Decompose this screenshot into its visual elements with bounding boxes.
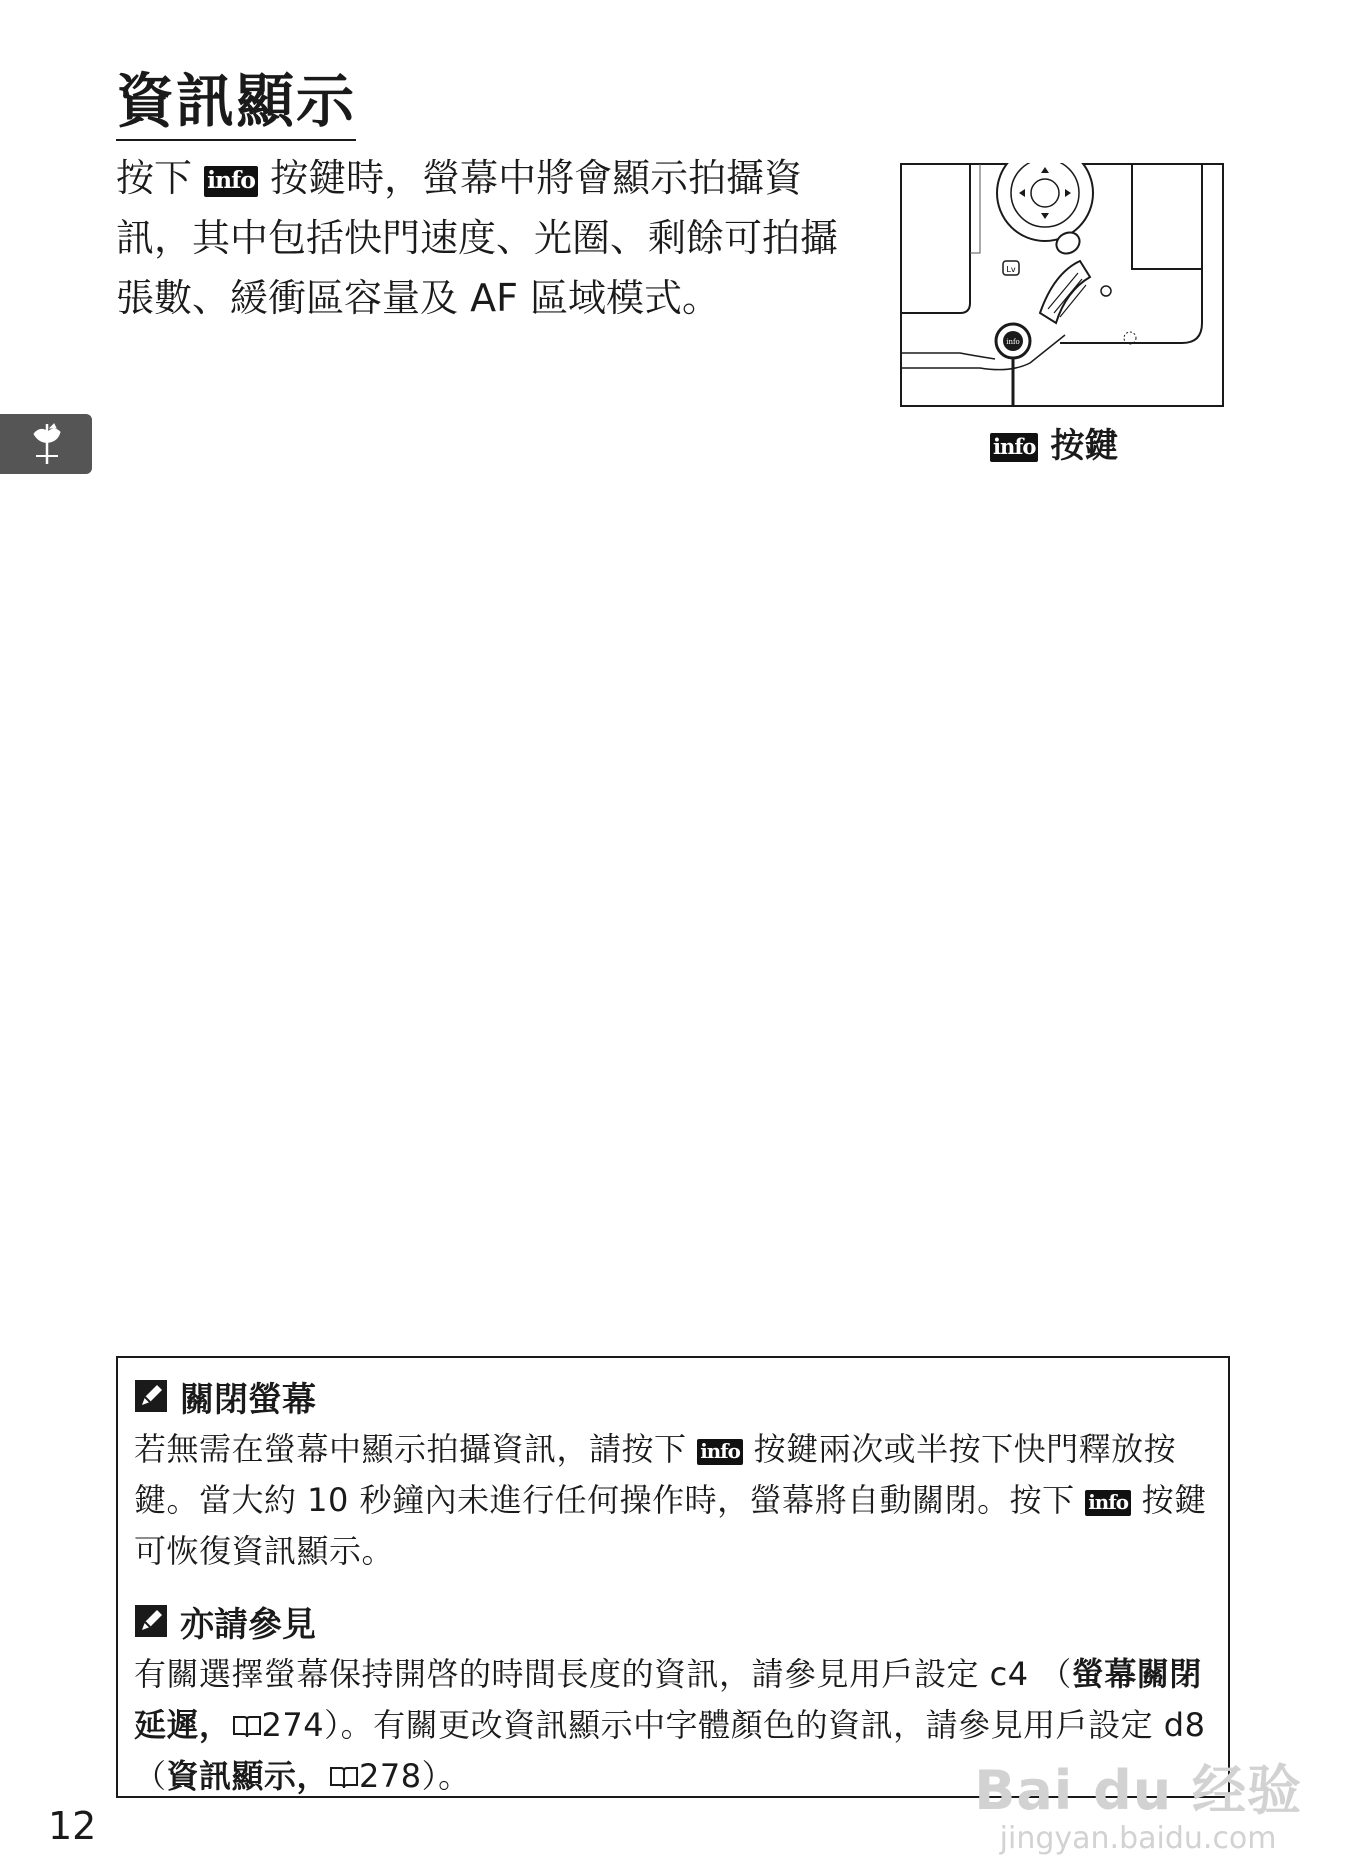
note-text: ）。有關更改資訊顯示中字體顏色的資訊，請參見用戶設定 d8 （: [134, 1706, 1206, 1795]
note-text: ）。: [421, 1757, 471, 1795]
note-text: 按鍵可恢復資訊顯示。: [134, 1481, 1207, 1570]
pencil-icon: [134, 1604, 168, 1638]
page-title: 資訊顯示: [116, 68, 356, 141]
info-button-icon: info: [1085, 1490, 1131, 1517]
note-text: 按鍵兩次或半按下快門釋放按鍵。當大約 10 秒鐘內未進行任何操作時，螢幕將自動關閉。按下: [134, 1430, 1177, 1519]
page-ref[interactable]: 274: [261, 1706, 325, 1744]
weathervane-icon: [26, 422, 68, 466]
note-body-screen-off: [134, 1424, 1212, 1577]
note-bold-text: 資訊顯示，: [166, 1757, 330, 1795]
lv-label: Lv: [1006, 265, 1016, 274]
intro-text-2: 按鍵時，螢幕中將會顯示拍攝資訊，其中包括快門速度、光圈、剩餘可拍攝張數、緩衝區容量及 AF 區域模式。: [116, 156, 839, 320]
camera-back-illustration: [900, 163, 1224, 407]
book-icon: [329, 1764, 359, 1790]
note-heading-see-also: [134, 1595, 1212, 1647]
watermark-url: jingyan.baidu.com: [999, 1821, 1277, 1856]
intro-paragraph: [116, 148, 856, 328]
note-heading-text: 關閉螢幕: [180, 1379, 316, 1420]
info-button-label: info: [1006, 338, 1020, 346]
note-heading-text: 亦請參見: [180, 1604, 316, 1645]
info-button-icon: info: [990, 433, 1038, 461]
page-number: 12: [48, 1804, 97, 1848]
watermark-logo-text: Bai du 经验: [974, 1759, 1302, 1822]
figure-caption: [990, 418, 1118, 467]
watermark: [974, 1748, 1302, 1856]
note-text: 有關選擇螢幕保持開啓的時間長度的資訊，請參見用戶設定 c4 （: [134, 1655, 1072, 1693]
pencil-icon: [134, 1379, 168, 1413]
page-ref[interactable]: 278: [359, 1757, 422, 1795]
note-text: 若無需在螢幕中顯示拍攝資訊，請按下: [134, 1430, 698, 1468]
book-icon: [232, 1713, 262, 1739]
intro-text-1: 按下: [116, 156, 205, 200]
figure-caption-text: 按鍵: [1050, 426, 1119, 466]
info-button-icon: info: [697, 1439, 743, 1466]
info-button-icon: info: [204, 166, 258, 197]
chapter-tab: [0, 414, 92, 474]
note-heading-screen-off: [134, 1370, 1212, 1422]
note-bold-text: 螢幕關閉延遲，: [134, 1655, 1202, 1744]
notes-box: [116, 1356, 1230, 1798]
